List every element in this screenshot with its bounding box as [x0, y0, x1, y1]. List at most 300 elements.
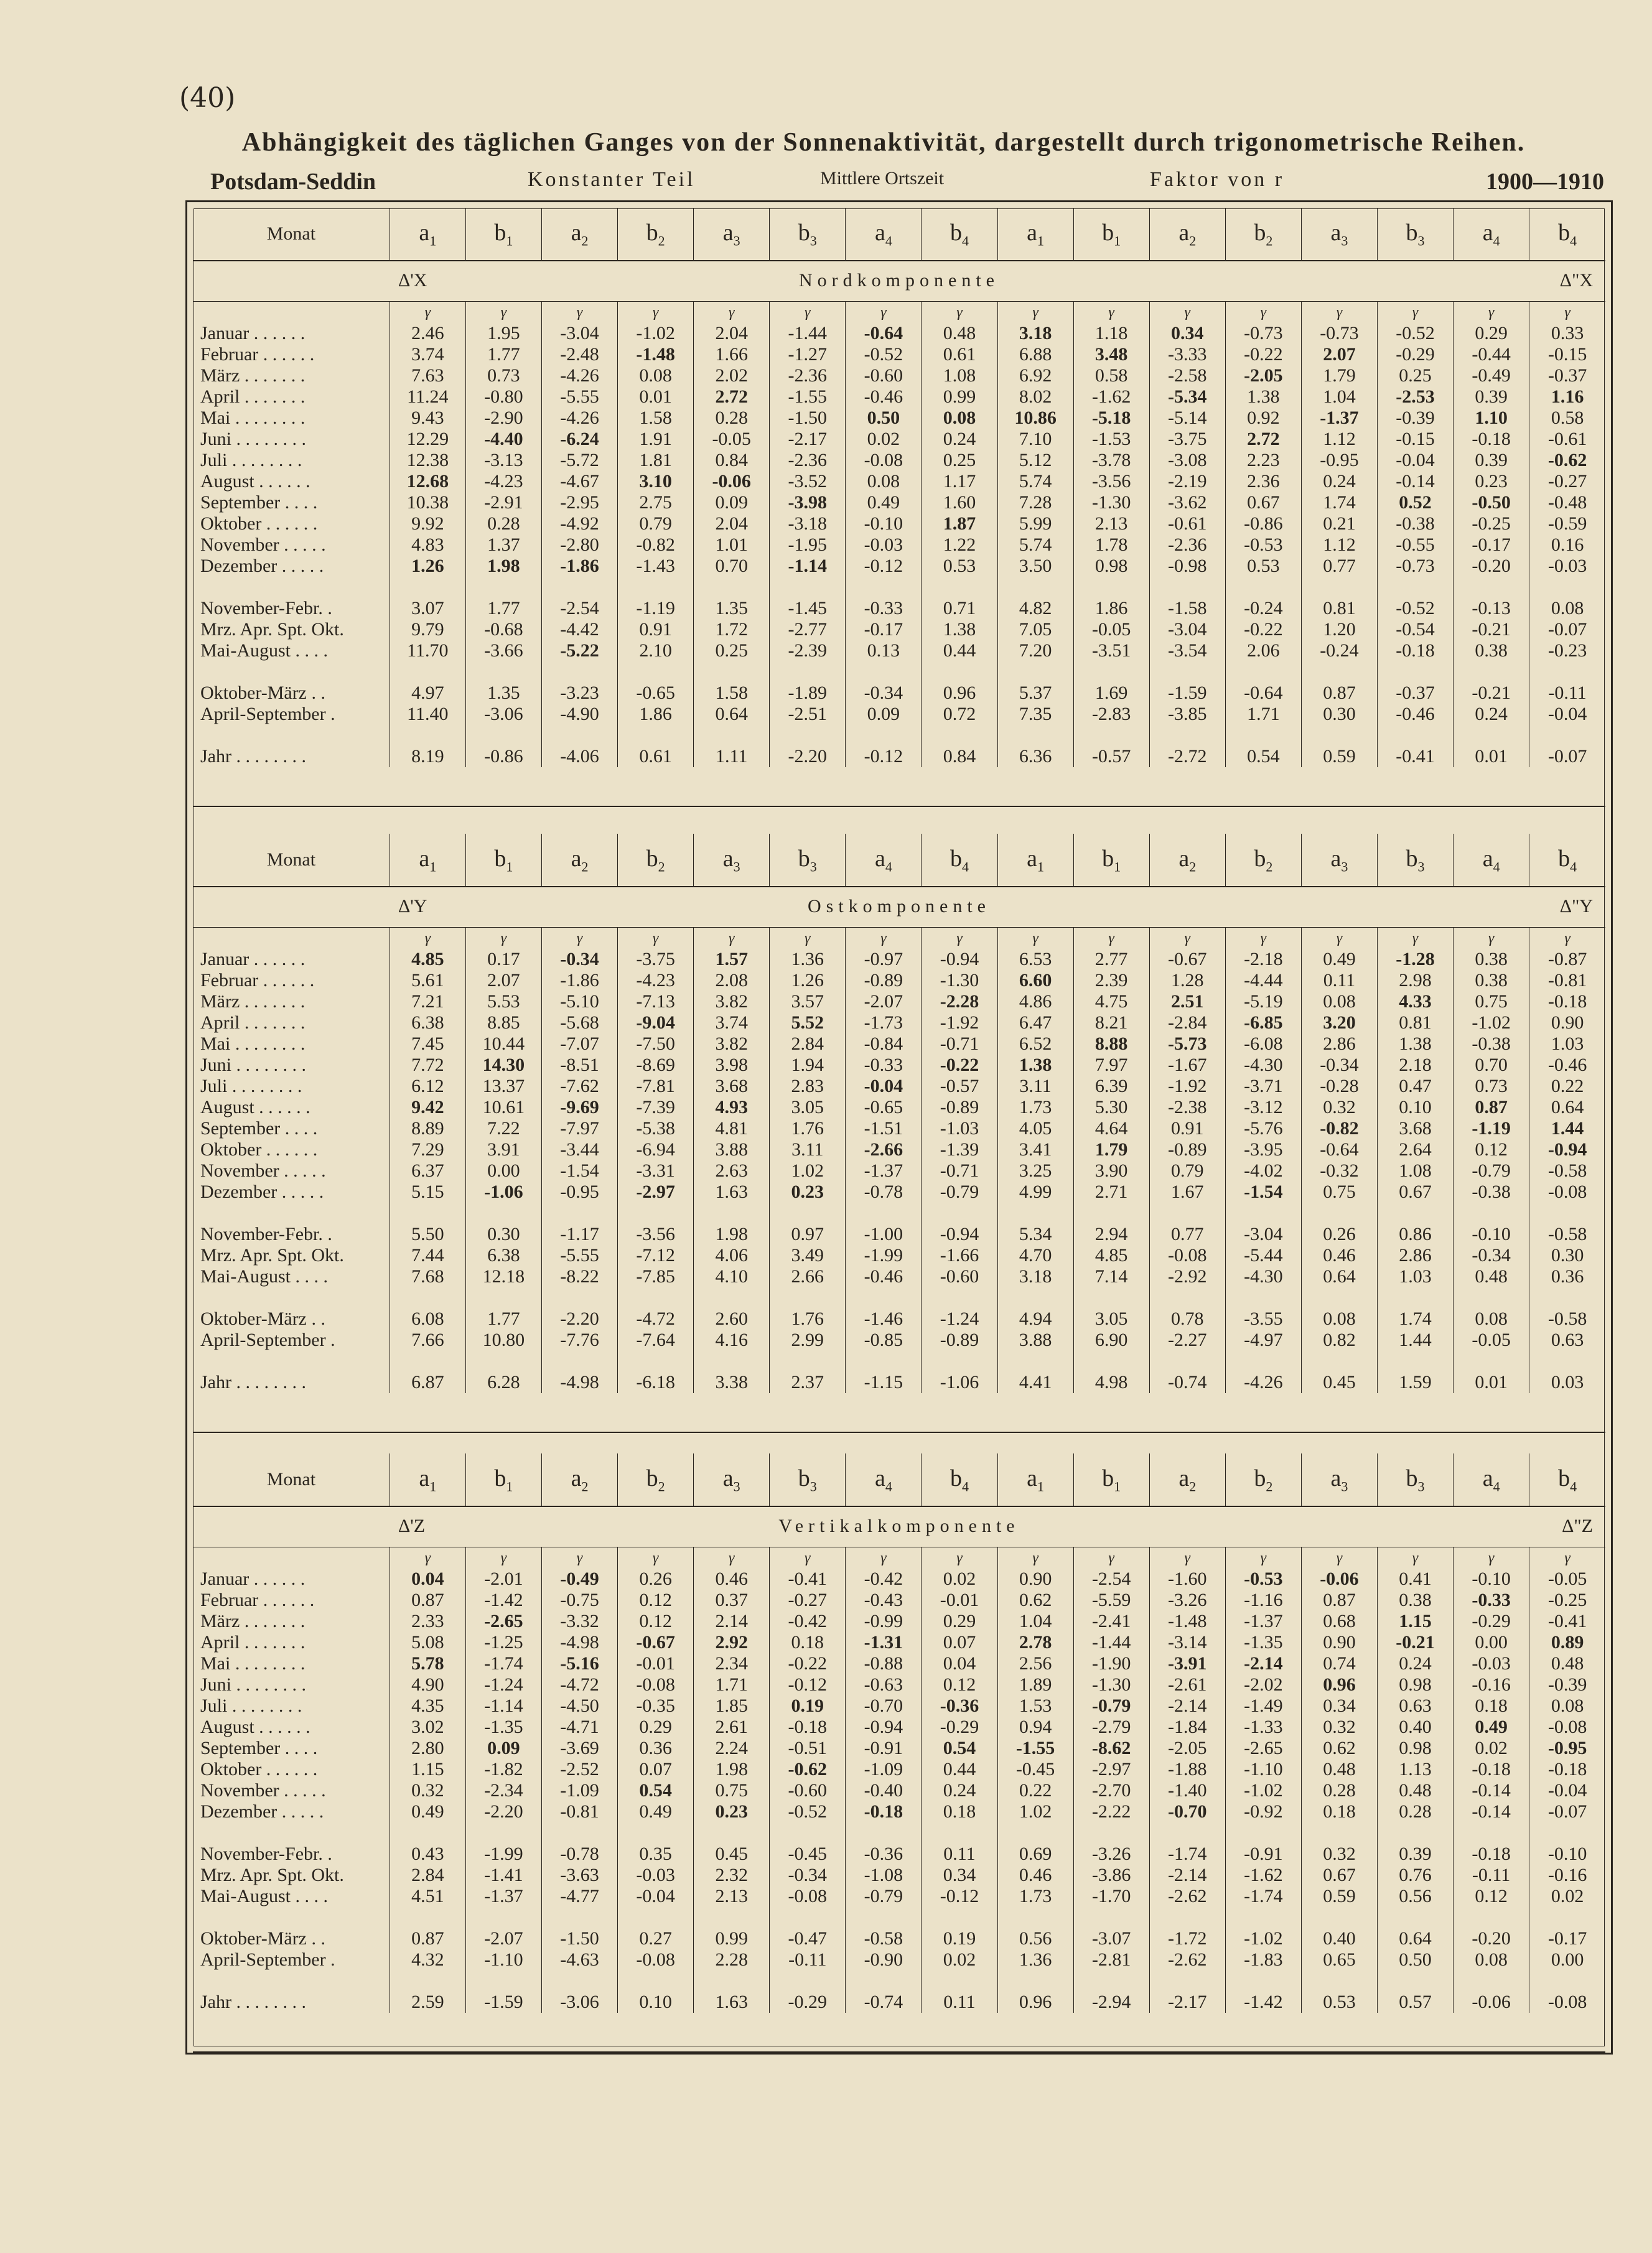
value-cell: 1.16	[1529, 386, 1605, 408]
header-coefficient	[1073, 834, 1149, 887]
value-cell: 0.17	[465, 949, 541, 970]
value-cell: 1.26	[390, 556, 465, 577]
value-cell: 1.36	[997, 1949, 1073, 1971]
month-label: Mai . . . . . . . .	[200, 408, 306, 428]
value-cell: -3.14	[1149, 1632, 1225, 1653]
value-cell: -0.64	[1225, 683, 1301, 704]
value-cell: -4.30	[1225, 1266, 1301, 1287]
header-coefficient	[390, 1453, 465, 1506]
table-row	[193, 1738, 1605, 1759]
value-cell: 0.44	[922, 640, 997, 661]
value-cell: 0.81	[1377, 1012, 1453, 1033]
value-cell: 2.51	[1149, 991, 1225, 1012]
value-cell: -2.95	[541, 492, 617, 513]
value-cell: -0.55	[1377, 534, 1453, 556]
value-cell: -0.17	[846, 619, 922, 640]
value-cell: -2.48	[541, 344, 617, 365]
coefficient-letter: b	[494, 219, 506, 246]
coefficient-index: 2	[658, 233, 665, 249]
value-cell: 7.22	[465, 1118, 541, 1139]
value-cell: 2.63	[694, 1160, 770, 1182]
value-cell: -0.86	[465, 746, 541, 767]
value-cell: 5.30	[1073, 1097, 1149, 1118]
unit-gamma: γ	[1301, 928, 1377, 949]
value-cell: 1.38	[997, 1055, 1073, 1076]
value-cell: -5.76	[1225, 1118, 1301, 1139]
value-cell: 6.39	[1073, 1076, 1149, 1097]
header-coefficient	[618, 1453, 694, 1506]
value-cell: -1.51	[846, 1118, 922, 1139]
value-cell: 2.04	[694, 513, 770, 534]
value-cell: -1.16	[1225, 1590, 1301, 1611]
coefficient-letter: a	[722, 219, 734, 246]
value-cell: 0.19	[922, 1928, 997, 1949]
value-cell: 1.81	[618, 450, 694, 471]
value-cell: 0.91	[1149, 1118, 1225, 1139]
header-month: Monat	[193, 834, 390, 887]
value-cell: -5.55	[541, 386, 617, 408]
value-cell: 0.45	[1301, 1372, 1377, 1393]
page-title: Abhängigkeit des täglichen Ganges von der Sonnenaktivität, dargestellt durch trigonometrische Reihen.	[241, 128, 1526, 157]
value-cell: -5.59	[1073, 1590, 1149, 1611]
value-cell: 0.81	[1301, 598, 1377, 619]
value-cell: 12.68	[390, 471, 465, 492]
unit-gamma: γ	[1529, 928, 1605, 949]
value-cell: -1.89	[770, 683, 846, 704]
value-cell: -1.84	[1149, 1717, 1225, 1738]
value-cell: -0.12	[846, 746, 922, 767]
value-cell: 4.99	[997, 1182, 1073, 1203]
value-cell: -0.27	[1529, 471, 1605, 492]
value-cell: -1.99	[465, 1844, 541, 1865]
value-cell: -0.74	[846, 1992, 922, 2013]
value-cell: 12.38	[390, 450, 465, 471]
table-row	[193, 1632, 1605, 1653]
value-cell: -1.92	[922, 1012, 997, 1033]
coefficient-index: 2	[1189, 233, 1197, 249]
month-label: September . . . .	[200, 492, 318, 513]
value-cell: -1.48	[1149, 1611, 1225, 1632]
unit-row	[193, 302, 1605, 324]
value-cell: -1.42	[1225, 1992, 1301, 2013]
value-cell: -0.78	[846, 1182, 922, 1203]
table-row	[193, 949, 1605, 970]
value-cell: 5.61	[390, 970, 465, 991]
value-cell: -5.73	[1149, 1033, 1225, 1055]
value-cell: 2.56	[997, 1653, 1073, 1674]
value-cell: 0.08	[846, 471, 922, 492]
value-cell: -3.23	[541, 683, 617, 704]
value-cell: -0.41	[1377, 746, 1453, 767]
value-cell: -2.39	[770, 640, 846, 661]
value-cell: -0.45	[997, 1759, 1073, 1780]
value-cell: 1.38	[922, 619, 997, 640]
value-cell: 0.48	[922, 323, 997, 344]
value-cell: -1.86	[541, 556, 617, 577]
value-cell: 6.92	[997, 365, 1073, 386]
value-cell: 6.38	[465, 1245, 541, 1266]
month-label: Oktober . . . . . .	[200, 513, 318, 534]
value-cell: -1.83	[1225, 1949, 1301, 1971]
value-cell: -0.18	[1454, 429, 1529, 450]
unit-gamma: γ	[1149, 1547, 1225, 1569]
value-cell: 0.07	[618, 1759, 694, 1780]
unit-gamma: γ	[1225, 302, 1301, 324]
value-cell: 0.64	[694, 704, 770, 725]
header-coefficient	[997, 1453, 1073, 1506]
value-cell: 4.93	[694, 1097, 770, 1118]
unit-gamma: γ	[770, 302, 846, 324]
value-cell: 0.75	[1454, 991, 1529, 1012]
value-cell: -0.10	[1529, 1844, 1605, 1865]
value-cell: 3.57	[770, 991, 846, 1012]
month-label: Januar . . . . . .	[200, 1569, 306, 1589]
value-cell: -0.88	[846, 1653, 922, 1674]
value-cell: -1.67	[1149, 1055, 1225, 1076]
left-component-label: Δ'Y	[398, 896, 427, 917]
value-cell: 0.47	[1377, 1076, 1453, 1097]
value-cell: -0.10	[846, 513, 922, 534]
value-cell: 0.40	[1377, 1717, 1453, 1738]
value-cell: -1.15	[846, 1372, 922, 1393]
value-cell: -3.62	[1149, 492, 1225, 513]
value-cell: 0.39	[1454, 450, 1529, 471]
value-cell: -1.62	[1225, 1865, 1301, 1886]
month-label: März . . . . . . .	[200, 1611, 306, 1631]
section-footer-space	[193, 767, 1605, 806]
value-cell: 2.86	[1377, 1245, 1453, 1266]
table-row	[193, 1308, 1605, 1330]
value-cell: 0.49	[1301, 949, 1377, 970]
unit-gamma: γ	[922, 1547, 997, 1569]
unit-gamma: γ	[770, 1547, 846, 1569]
value-cell: 0.48	[1454, 1266, 1529, 1287]
constant-part-label: Konstanter Teil	[528, 168, 696, 191]
value-cell: 0.98	[1377, 1674, 1453, 1696]
value-cell: -1.35	[465, 1717, 541, 1738]
value-cell: 2.13	[1073, 513, 1149, 534]
value-cell: 0.79	[618, 513, 694, 534]
value-cell: 0.54	[618, 1780, 694, 1801]
value-cell: -0.95	[1301, 450, 1377, 471]
value-cell: 0.74	[1301, 1653, 1377, 1674]
value-cell: -0.95	[1529, 1738, 1605, 1759]
value-cell: 0.89	[1529, 1632, 1605, 1653]
value-cell: -0.57	[1073, 746, 1149, 767]
value-cell: -7.12	[618, 1245, 694, 1266]
value-cell: -0.49	[541, 1569, 617, 1590]
value-cell: 0.48	[1301, 1759, 1377, 1780]
value-cell: -0.12	[770, 1674, 846, 1696]
value-cell: -0.04	[1377, 450, 1453, 471]
table-row	[193, 1611, 1605, 1632]
value-cell: 0.38	[1377, 1590, 1453, 1611]
value-cell: -2.66	[846, 1139, 922, 1160]
value-cell: -0.10	[1454, 1569, 1529, 1590]
value-cell: -0.79	[846, 1886, 922, 1907]
month-label: März . . . . . . .	[200, 365, 306, 386]
value-cell: 0.99	[922, 386, 997, 408]
value-cell: -4.30	[1225, 1055, 1301, 1076]
value-cell: 1.08	[1377, 1160, 1453, 1182]
value-cell: -4.26	[541, 365, 617, 386]
value-cell: 3.90	[1073, 1160, 1149, 1182]
value-cell: -0.29	[770, 1992, 846, 2013]
value-cell: 7.97	[1073, 1055, 1149, 1076]
value-cell: -4.71	[541, 1717, 617, 1738]
value-cell: -0.36	[922, 1696, 997, 1717]
value-cell: -0.04	[618, 1886, 694, 1907]
value-cell: 4.35	[390, 1696, 465, 1717]
value-cell: 3.74	[694, 1012, 770, 1033]
value-cell: 6.88	[997, 344, 1073, 365]
value-cell: 11.70	[390, 640, 465, 661]
value-cell: -1.37	[1225, 1611, 1301, 1632]
month-label: Oktober-März . .	[200, 1928, 325, 1949]
value-cell: 0.56	[1377, 1886, 1453, 1907]
value-cell: -0.87	[1529, 949, 1605, 970]
value-cell: -0.70	[846, 1696, 922, 1717]
value-cell: -0.25	[1454, 513, 1529, 534]
value-cell: -0.91	[846, 1738, 922, 1759]
coefficient-letter: a	[1330, 1465, 1342, 1491]
value-cell: 7.14	[1073, 1266, 1149, 1287]
value-cell: 0.22	[997, 1780, 1073, 1801]
value-cell: -0.36	[846, 1844, 922, 1865]
header-coefficient	[541, 834, 617, 887]
value-cell: 2.14	[694, 1611, 770, 1632]
value-cell: 3.48	[1073, 344, 1149, 365]
month-label: November . . . . .	[200, 1780, 326, 1801]
value-cell: -0.11	[1529, 683, 1605, 704]
value-cell: -1.72	[1149, 1928, 1225, 1949]
value-cell: -0.04	[1529, 1780, 1605, 1801]
coefficient-index: 1	[1114, 859, 1121, 875]
unit-gamma: γ	[390, 928, 465, 949]
value-cell: 4.06	[694, 1245, 770, 1266]
value-cell: -0.62	[770, 1759, 846, 1780]
value-cell: 0.99	[694, 1928, 770, 1949]
value-cell: -2.20	[465, 1801, 541, 1822]
value-cell: 0.21	[1301, 513, 1377, 534]
header-coefficient	[694, 208, 770, 261]
coefficient-letter: a	[722, 845, 734, 872]
value-cell: 0.96	[922, 683, 997, 704]
value-cell: 0.67	[1225, 492, 1301, 513]
value-cell: 0.70	[1454, 1055, 1529, 1076]
table-row	[193, 1118, 1605, 1139]
value-cell: -1.30	[922, 970, 997, 991]
value-cell: 1.66	[694, 344, 770, 365]
header-coefficient	[1377, 1453, 1453, 1506]
value-cell: -7.85	[618, 1266, 694, 1287]
value-cell: -1.06	[922, 1372, 997, 1393]
coefficient-letter: b	[1558, 845, 1570, 872]
value-cell: 0.00	[1529, 1949, 1605, 1971]
value-cell: 0.63	[1529, 1330, 1605, 1351]
value-cell: -1.48	[618, 344, 694, 365]
value-cell: 1.77	[465, 598, 541, 619]
unit-gamma: γ	[1073, 302, 1149, 324]
value-cell: 2.80	[390, 1738, 465, 1759]
value-cell: 4.86	[997, 991, 1073, 1012]
value-cell: 5.52	[770, 1012, 846, 1033]
coefficient-table	[193, 208, 1605, 807]
value-cell: -0.34	[846, 683, 922, 704]
value-cell: -2.20	[541, 1308, 617, 1330]
value-cell: -1.02	[1225, 1928, 1301, 1949]
value-cell: -0.06	[694, 471, 770, 492]
value-cell: -0.81	[541, 1801, 617, 1822]
section-vertikalkomponente	[193, 1453, 1605, 2053]
value-cell: -8.69	[618, 1055, 694, 1076]
coefficient-letter: b	[494, 845, 506, 872]
value-cell: -6.18	[618, 1372, 694, 1393]
value-cell: 8.02	[997, 386, 1073, 408]
coefficient-table	[193, 1453, 1605, 2053]
value-cell: 4.70	[997, 1245, 1073, 1266]
coefficient-letter: b	[1558, 219, 1570, 246]
value-cell: 0.79	[1149, 1160, 1225, 1182]
unit-gamma: γ	[1149, 302, 1225, 324]
month-label: Mrz. Apr. Spt. Okt.	[200, 1245, 344, 1266]
value-cell: 1.35	[465, 683, 541, 704]
value-cell: -3.98	[770, 492, 846, 513]
header-coefficient	[1377, 208, 1453, 261]
value-cell: 0.75	[1301, 1182, 1377, 1203]
value-cell: -0.39	[1529, 1674, 1605, 1696]
value-cell: 0.26	[1301, 1224, 1377, 1245]
value-cell: 2.02	[694, 365, 770, 386]
value-cell: -1.59	[1149, 683, 1225, 704]
value-cell: -0.52	[1377, 598, 1453, 619]
value-cell: -0.94	[846, 1717, 922, 1738]
value-cell: -1.37	[465, 1886, 541, 1907]
value-cell: 0.86	[1377, 1224, 1453, 1245]
value-cell: -2.34	[465, 1780, 541, 1801]
value-cell: -0.34	[1301, 1055, 1377, 1076]
value-cell: -7.13	[618, 991, 694, 1012]
coefficient-letter: a	[419, 1465, 430, 1491]
factor-label: Faktor von r	[1150, 168, 1285, 191]
value-cell: 5.34	[997, 1224, 1073, 1245]
unit-gamma: γ	[1454, 928, 1529, 949]
value-cell: 0.18	[770, 1632, 846, 1653]
value-cell: 0.08	[1529, 598, 1605, 619]
value-cell: -5.16	[541, 1653, 617, 1674]
value-cell: -0.70	[1149, 1801, 1225, 1822]
value-cell: -1.50	[541, 1928, 617, 1949]
value-cell: -0.03	[618, 1865, 694, 1886]
coefficient-letter: b	[1406, 845, 1418, 872]
table-row	[193, 683, 1605, 704]
table-row	[193, 1696, 1605, 1717]
value-cell: -0.08	[1149, 1245, 1225, 1266]
value-cell: 0.58	[1073, 365, 1149, 386]
value-cell: -3.04	[1225, 1224, 1301, 1245]
value-cell: -2.81	[1073, 1949, 1149, 1971]
value-cell: 0.12	[922, 1674, 997, 1696]
value-cell: 1.03	[1529, 1033, 1605, 1055]
value-cell: -1.60	[1149, 1569, 1225, 1590]
value-cell: -2.22	[1073, 1801, 1149, 1822]
coefficient-letter: a	[571, 845, 582, 872]
header-coefficient	[465, 1453, 541, 1506]
value-cell: -0.74	[1149, 1372, 1225, 1393]
value-cell: -2.77	[770, 619, 846, 640]
value-cell: -0.01	[618, 1653, 694, 1674]
header-coefficient	[541, 1453, 617, 1506]
value-cell: 1.36	[770, 949, 846, 970]
value-cell: 3.68	[694, 1076, 770, 1097]
value-cell: 3.20	[1301, 1012, 1377, 1033]
left-component-label: Δ'Z	[398, 1516, 426, 1536]
value-cell: 0.28	[1301, 1780, 1377, 1801]
value-cell: 3.18	[997, 323, 1073, 344]
value-cell: 0.49	[1454, 1717, 1529, 1738]
value-cell: 2.33	[390, 1611, 465, 1632]
month-label: Dezember . . . . .	[200, 1801, 324, 1822]
value-cell: -3.69	[541, 1738, 617, 1759]
value-cell: -1.43	[618, 556, 694, 577]
value-cell: -2.62	[1149, 1949, 1225, 1971]
value-cell: 0.34	[1301, 1696, 1377, 1717]
value-cell: -0.64	[1301, 1139, 1377, 1160]
table-row	[193, 1033, 1605, 1055]
header-coefficient	[846, 834, 922, 887]
value-cell: -0.79	[922, 1182, 997, 1203]
value-cell: -0.58	[1529, 1160, 1605, 1182]
value-cell: 5.12	[997, 450, 1073, 471]
month-label: Mai . . . . . . . .	[200, 1653, 306, 1674]
value-cell: 1.98	[694, 1759, 770, 1780]
value-cell: -9.69	[541, 1097, 617, 1118]
value-cell: 1.15	[1377, 1611, 1453, 1632]
value-cell: -8.22	[541, 1266, 617, 1287]
coefficient-index: 4	[1493, 233, 1500, 249]
value-cell: 1.86	[618, 704, 694, 725]
value-cell: 10.86	[997, 408, 1073, 429]
value-cell: 9.43	[390, 408, 465, 429]
value-cell: 2.06	[1225, 640, 1301, 661]
unit-gamma: γ	[390, 302, 465, 324]
coefficient-index: 4	[885, 1478, 892, 1495]
value-cell: 0.04	[390, 1569, 465, 1590]
value-cell: 11.24	[390, 386, 465, 408]
value-cell: 0.12	[1454, 1886, 1529, 1907]
value-cell: 2.23	[1225, 450, 1301, 471]
value-cell: -4.26	[541, 408, 617, 429]
value-cell: 2.66	[770, 1266, 846, 1287]
value-cell: -2.36	[770, 450, 846, 471]
header-coefficient	[846, 1453, 922, 1506]
unit-gamma: γ	[541, 928, 617, 949]
value-cell: 2.34	[694, 1653, 770, 1674]
value-cell: 0.00	[1454, 1632, 1529, 1653]
coefficient-index: 3	[1417, 1478, 1425, 1495]
value-cell: -0.89	[922, 1097, 997, 1118]
value-cell: -0.46	[1529, 1055, 1605, 1076]
value-cell: -0.33	[1454, 1590, 1529, 1611]
coefficient-letter: b	[950, 1465, 962, 1491]
value-cell: 0.73	[465, 365, 541, 386]
unit-gamma: γ	[846, 302, 922, 324]
table-row	[193, 1865, 1605, 1886]
page-number: (40)	[179, 82, 236, 114]
value-cell: -1.95	[770, 534, 846, 556]
value-cell: -0.05	[694, 429, 770, 450]
value-cell: 0.68	[1301, 1611, 1377, 1632]
